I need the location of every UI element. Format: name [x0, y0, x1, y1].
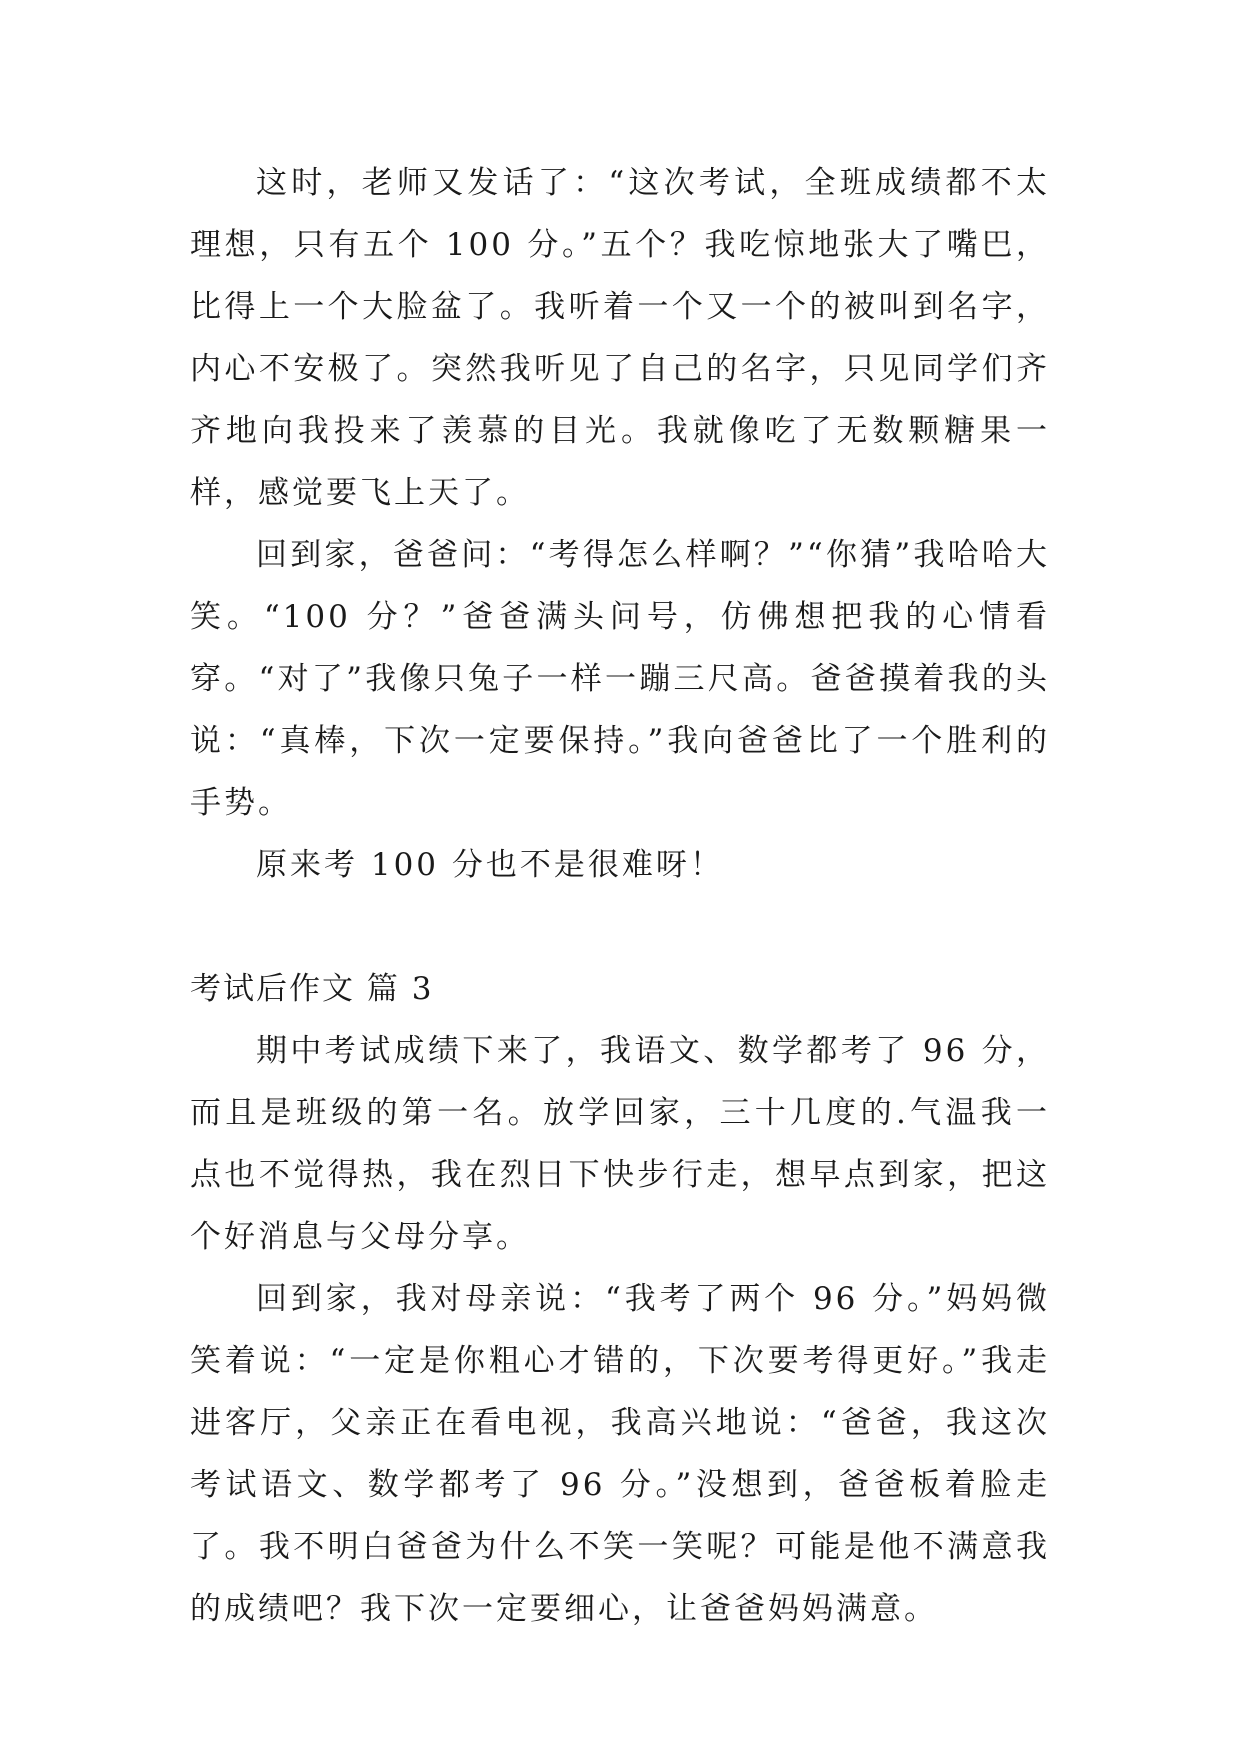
section-title: 考试后作文 篇 3: [190, 971, 434, 1007]
document-body: [190, 152, 1050, 1640]
paragraph: 回到家，我对母亲说：“我考了两个 96 分。”妈妈微笑着说：“一定是你粗心才错的，下次要考得更好。”我走进客厅，父亲正在看电视，我高兴地说：“爸爸，我这次考试语文、数学都考了 96 分。”没想到，爸爸板着脸走了。我不明白爸爸为什么不笑一笑呢？可能是他不满意我的成绩吧？我下次一定要细心，让爸爸妈妈满意。: [190, 1281, 1050, 1627]
paragraph: 期中考试成绩下来了，我语文、数学都考了 96 分，而且是班级的第一名。放学回家，三十几度的.气温我一点也不觉得热，我在烈日下快步行走，想早点到家，把这个好消息与父母分享。: [190, 1033, 1050, 1255]
paragraph: 这时，老师又发话了：“这次考试，全班成绩都不太理想，只有五个 100 分。”五个？我吃惊地张大了嘴巴，比得上一个大脸盆了。我听着一个又一个的被叫到名字，内心不安极了。突然我听见了自己的名字，只见同学们齐齐地向我投来了羡慕的目光。我就像吃了无数颗糖果一样，感觉要飞上天了。: [190, 165, 1050, 511]
paragraph: 回到家，爸爸问：“考得怎么样啊？”“你猜”我哈哈大笑。“100 分？”爸爸满头问号，仿佛想把我的心情看穿。“对了”我像只兔子一样一蹦三尺高。爸爸摸着我的头说：“真棒，下次一定要保持。”我向爸爸比了一个胜利的手势。: [190, 537, 1050, 821]
paragraph: 原来考 100 分也不是很难呀！: [256, 847, 724, 883]
